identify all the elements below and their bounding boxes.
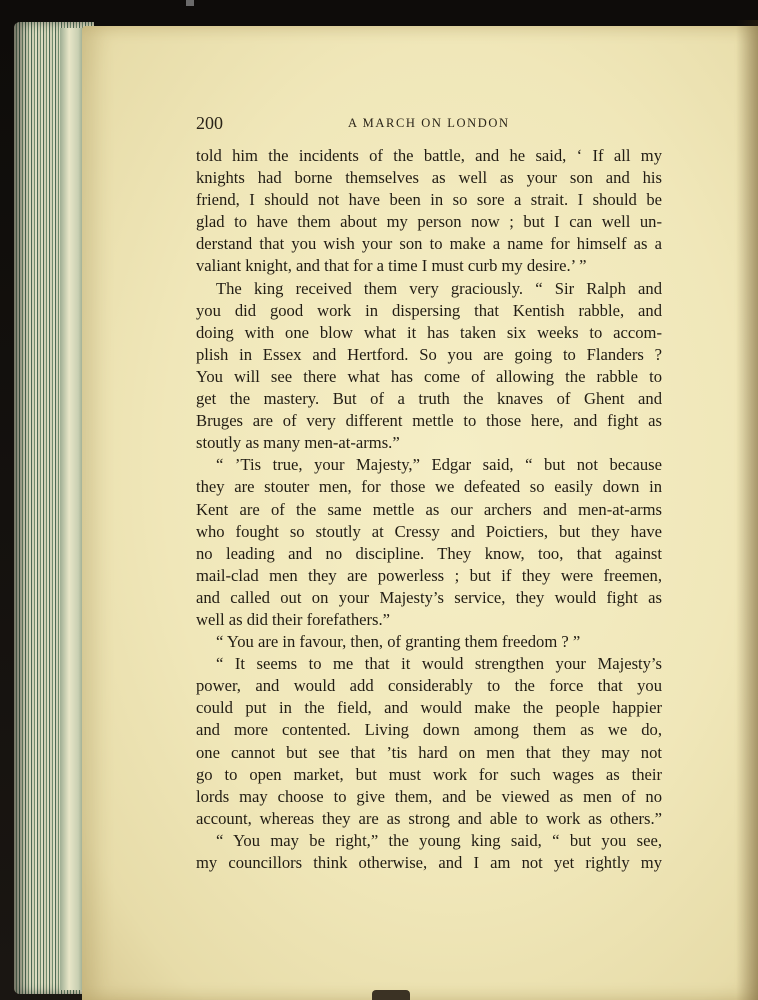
text-line: “ You are in favour, then, of granting them freedom ? ” [216, 632, 581, 652]
text-line: who fought so stoutly at Cressy and Poictiers, but they have [196, 521, 662, 541]
text-line: and called out on your Majesty’s service, they would fight as [196, 587, 662, 607]
text-line: go to open market, but must work for such wages as their [196, 764, 662, 784]
scanner-clip-bottom [372, 990, 410, 1000]
text-line: plish in Essex and Hertford. So you are going to Flanders ? [196, 344, 662, 364]
text-line: power, and would add considerably to the force that you [196, 676, 662, 696]
page-number: 200 [196, 113, 223, 133]
running-head: A MARCH ON LONDON [348, 116, 510, 130]
text-line: could put in the field, and would make the people happier [196, 698, 662, 718]
text-line: derstand that you wish your son to make a name for himself as a [196, 234, 662, 254]
page-header [196, 113, 666, 135]
text-line: account, whereas they are as strong and able to work as others.” [196, 808, 662, 828]
text-line: The king received them very graciously. “ Sir Ralph and [216, 278, 662, 298]
text-line: my councillors think otherwise, and I am not yet rightly my [196, 853, 662, 872]
text-line: one cannot but see that ’tis hard on men that they may not [196, 742, 662, 762]
text-line: get the mastery. But of a truth the knaves of Ghent and [196, 389, 662, 409]
text-line: friend, I should not have been in so sore a strait. I should be [196, 190, 662, 210]
paragraph [196, 631, 662, 653]
paragraph [196, 830, 662, 874]
paragraph [196, 653, 662, 830]
text-line: and more contented. Living down among them as we do, [196, 720, 662, 740]
text-line: knights had borne themselves as well as your son and his [196, 168, 662, 188]
text-line: valiant knight, and that for a time I must curb my desire.’ ” [196, 256, 587, 276]
page-shadow [736, 20, 758, 1000]
text-line: “ ’Tis true, your Majesty,” Edgar said, “ but not because [216, 455, 662, 475]
text-line: mail-clad men they are powerless ; but if they were freemen, [196, 565, 662, 585]
scanner-clip [186, 0, 194, 6]
text-line: Bruges are of very different mettle to those here, and fight as [196, 411, 662, 431]
body-text [196, 145, 662, 874]
text-line: no leading and no discipline. They know, too, that against [196, 543, 662, 563]
text-line: they are stouter men, for those we defeated so easily down in [196, 477, 662, 497]
text-line: glad to have them about my person now ; but I can well un- [196, 212, 662, 232]
text-line: You will see there what has come of allowing the rabble to [196, 366, 662, 386]
paragraph [196, 278, 662, 455]
text-line: lords may choose to give them, and be viewed as men of no [196, 786, 662, 806]
text-line: “ It seems to me that it would strengthen your Majesty’s [216, 654, 662, 674]
text-line: Kent are of the same mettle as our archers and men-at-arms [196, 499, 662, 519]
text-line: told him the incidents of the battle, and he said, ‘ If all my [196, 146, 662, 165]
text-line: well as did their forefathers.” [196, 609, 390, 629]
text-line: stoutly as many men-at-arms.” [196, 433, 400, 453]
paragraph [196, 454, 662, 631]
text-line: you did good work in dispersing that Kentish rabble, and [196, 300, 662, 320]
text-line: “ You may be right,” the young king said, “ but you see, [216, 830, 662, 850]
paragraph [196, 145, 662, 278]
text-line: doing with one blow what it has taken six weeks to accom- [196, 322, 662, 342]
